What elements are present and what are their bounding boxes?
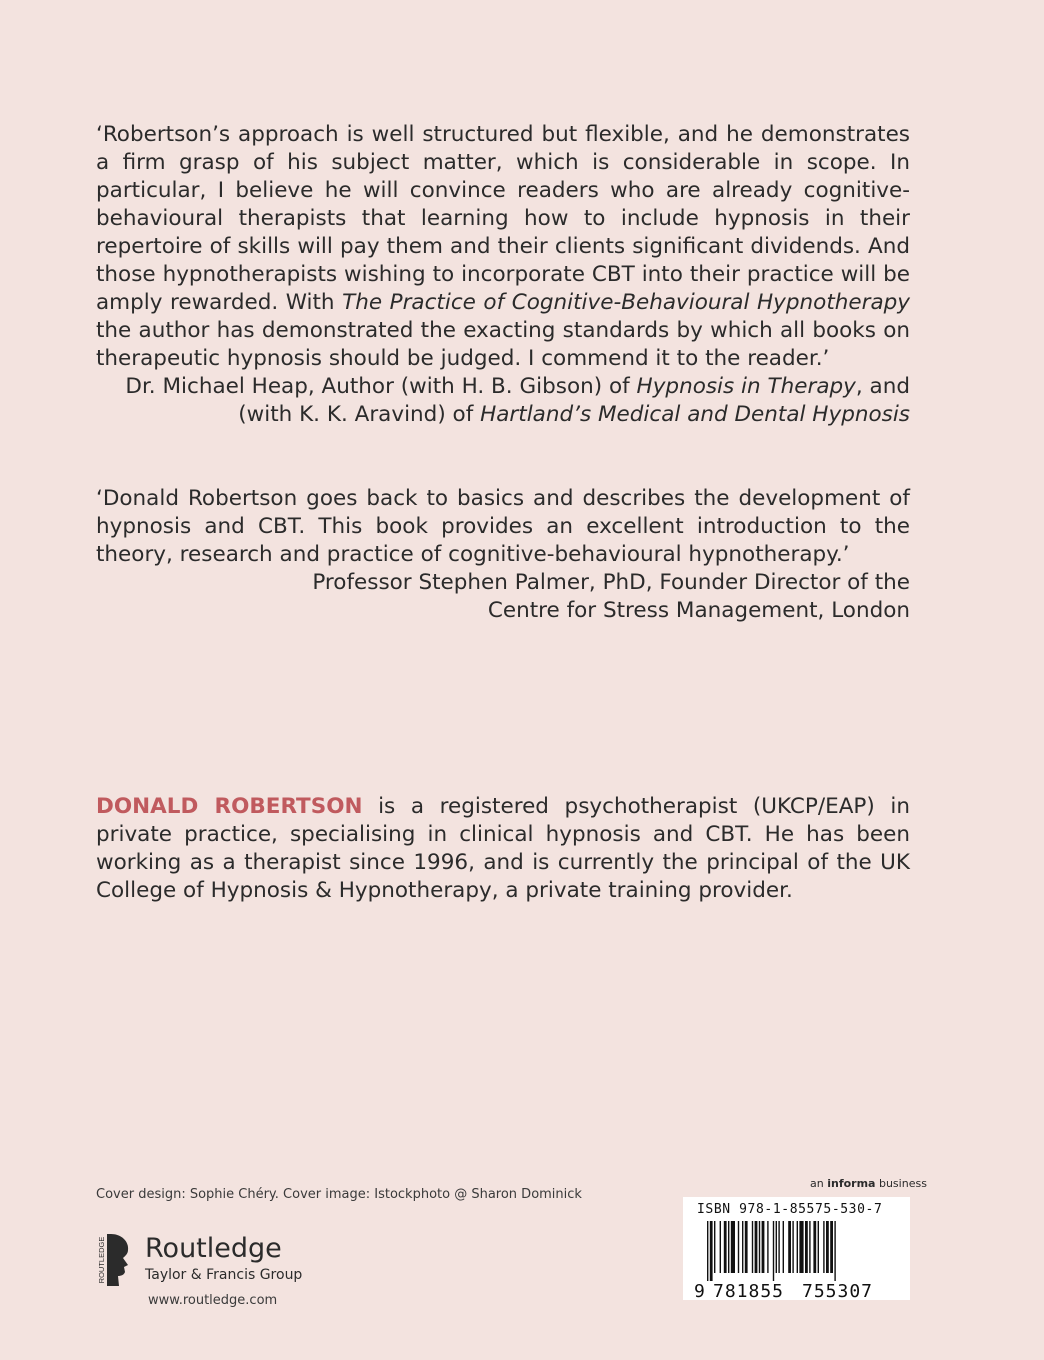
quote-heap xyxy=(96,121,910,429)
barcode-left-digits: 781855 xyxy=(713,1281,785,1299)
barcode-bar xyxy=(707,1221,708,1281)
author-bio xyxy=(96,793,910,905)
barcode-bar xyxy=(724,1221,727,1273)
barcode-bar xyxy=(818,1221,819,1273)
barcode-bar xyxy=(776,1221,777,1273)
barcode-bar xyxy=(755,1221,758,1273)
author-bio-text: is a registered psychotherapist (UKCP/EAP) in private practice, specialising in clinical hypnosis and CBT. He has been working as a therapist since 1996, and is currently the principal of the UK College of Hypnosis & Hypnotherapy, a private training provider. xyxy=(96,794,910,903)
quote-palmer-attribution-2: Centre for Stress Management, London xyxy=(487,598,910,623)
author-name: DONALD ROBERTSON xyxy=(96,794,363,819)
publisher-website: www.routledge.com xyxy=(148,1293,278,1308)
barcode-bar xyxy=(710,1221,713,1281)
barcode-bar xyxy=(783,1221,784,1273)
barcode-bar xyxy=(720,1221,721,1273)
barcode-bar xyxy=(813,1221,816,1273)
barcode-bar xyxy=(830,1221,833,1273)
barcode-bar xyxy=(731,1221,735,1273)
isbn-label: ISBN 978-1-85575-530-7 xyxy=(697,1202,883,1217)
informa-business: an informa business xyxy=(810,1177,927,1190)
quote-heap-text: ‘Robertson’s approach is well structured but flexible, and he demonstrates a firm grasp of his subject matter, which is considerable in scope. In particular, I believe he will convince readers who are already cognitive-behavioural therapists that learning how to include hypnosis in their repertoire of skills will pay them and their clients significant dividends. And those hypnotherapists wishing to incorporate CBT into their practice will be amply rewarded. With xyxy=(96,122,910,315)
routledge-vertical-mark: ROUTLEDGE xyxy=(97,1236,106,1284)
cover-credits: Cover design: Sophie Chéry. Cover image: Istockphoto @ Sharon Dominick xyxy=(96,1187,582,1202)
barcode-bar xyxy=(759,1221,760,1273)
barcode-right-digits: 755307 xyxy=(802,1281,874,1299)
barcode-bar xyxy=(799,1221,803,1273)
barcode-bar xyxy=(742,1221,743,1273)
publisher-group: Taylor & Francis Group xyxy=(145,1267,303,1283)
quote-heap-text-end: the author has demonstrated the exacting standards by which all books on therapeutic hypnosis should be judged. I commend it to the reader.’ xyxy=(96,318,910,371)
barcode-bar xyxy=(752,1221,753,1273)
barcode-bar xyxy=(762,1221,765,1273)
barcode-bar xyxy=(809,1221,810,1273)
publisher-name: Routledge xyxy=(145,1233,282,1264)
quote-palmer-text: ‘Donald Robertson goes back to basics and describes the development of hypnosis and CBT. This book provides an excellent introduction to the theory, research and practice of cognitive-behavioural hypnotherapy.’ xyxy=(96,486,910,567)
routledge-profile-icon xyxy=(95,1232,133,1288)
barcode-bar xyxy=(823,1221,824,1273)
quote-palmer-attribution-1: Professor Stephen Palmer, PhD, Founder Director of the xyxy=(312,570,910,595)
book-title: The Practice of Cognitive-Behavioural Hypnotherapy xyxy=(342,290,910,315)
barcode-bar xyxy=(738,1221,739,1273)
isbn-barcode xyxy=(683,1197,910,1300)
barcode-bar xyxy=(788,1221,791,1273)
barcode-bar xyxy=(745,1221,748,1273)
barcode-bar xyxy=(797,1221,798,1273)
informa-brand: informa xyxy=(827,1177,876,1190)
barcode-bars xyxy=(707,1221,836,1281)
quote-palmer xyxy=(96,485,910,625)
barcode-graphic xyxy=(691,1221,902,1299)
quote-heap-attribution-2: (with K. K. Aravind) of Hartland’s Medical and Dental Hypnosis xyxy=(238,402,910,427)
barcode-bar xyxy=(805,1221,808,1273)
barcode-bar xyxy=(834,1221,835,1281)
barcode-bar xyxy=(714,1221,715,1273)
routledge-logo xyxy=(95,1232,305,1292)
barcode-bar xyxy=(773,1221,774,1281)
barcode-bar xyxy=(728,1221,729,1273)
barcode-bar xyxy=(826,1221,829,1273)
barcode-bar xyxy=(792,1221,793,1273)
barcode-bar xyxy=(778,1221,779,1273)
barcode-first-digit: 9 xyxy=(694,1281,705,1299)
quote-heap-attribution-1: Dr. Michael Heap, Author (with H. B. Gibson) of Hypnosis in Therapy, and xyxy=(125,374,910,399)
barcode-bar xyxy=(767,1221,768,1273)
